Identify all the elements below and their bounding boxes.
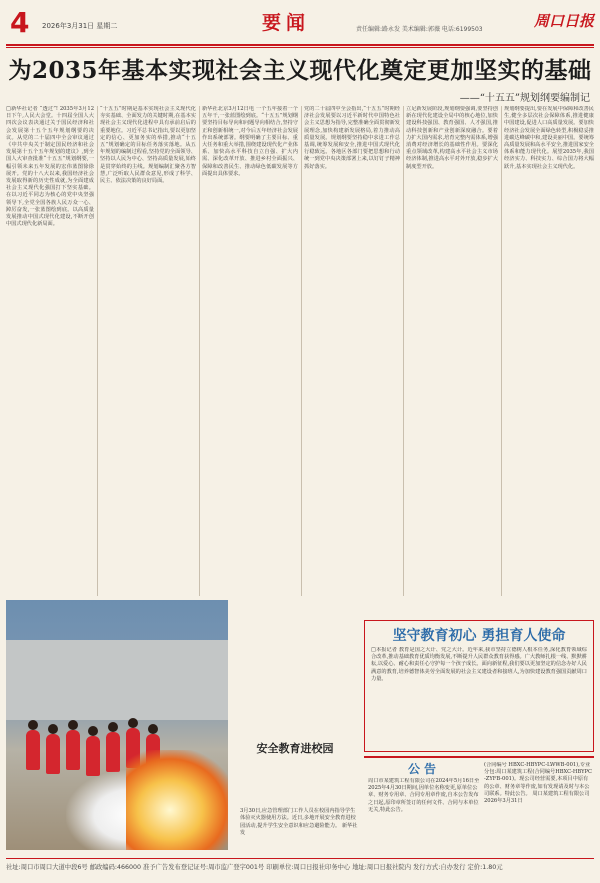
photo-figure	[106, 732, 120, 772]
editor-credits: 责任编辑:路永发 美术编辑:郭薇 电话:6199503	[356, 26, 483, 33]
issue-date: 2026年3月31日 星期二	[42, 22, 118, 30]
photo-title: 安全教育进校园	[256, 742, 334, 755]
notice-text-right: (合同编号 HBXC-HBYPC-LWWB-001),专业分包:周口某建筑工程(合同编号HBXC-HBYPC-ZYFB-001)。现公司经营需要,本项目中原有的公章、财务章等作废,如有发现请及时与本公司联系。特此公告。 周口某建筑工程有限公司 2026年3月31日	[484, 762, 592, 805]
notice-box	[364, 756, 594, 854]
photo-figure-head	[68, 720, 78, 730]
editorial-title: 坚守教育初心 勇担育人使命	[392, 628, 566, 644]
photo-caption: 3月30日,应急管理部门工作人员在校园内指导学生体验灭火器使用方法。近日,多地开展安全教育进校园活动,提升学生安全意识和应急避险能力。 新华社发	[240, 808, 358, 837]
article-column-1: □新华社记者 “透过”! 2035年3月12日下午,人民大会堂。十四届全国人大四次会议表决通过关于国民经济和社会发展第十五个五年规划纲要的决议。从党的二十届四中全会审议通过《中共中央关于制定国民经济和社会发展第十五个五年规划的建议》,到全国人大审查批准“十五五”规划纲要,一幅引领未来五年发展的宏伟蓝图徐徐展开。党的十八大以来,我国经济社会发展取得新的历史性成就,为全面建成社会主义现代化强国打下坚实基础。在以习近平同志为核心的党中央坚强领导下,全党全国各族人民万众一心、踔厉奋发,一张蓝图绘到底。以高质量发展推动中国式现代化建设,不断开创中国式现代化新局面。	[6, 106, 94, 228]
newspaper-logo: 周口日报	[533, 12, 594, 30]
photo-background-wall	[6, 640, 228, 720]
column-divider	[301, 106, 302, 596]
article-column-6: 规划纲要提出,要在发展中保障和改善民生,健全多层次社会保障体系,推进健康中国建设,促进人口高质量发展。要加快经济社会发展全面绿色转型,积极稳妥推进碳达峰碳中和,建设美丽中国。要统筹高质量发展和高水平安全,推进国家安全体系和能力现代化。展望2035年,我国经济实力、科技实力、综合国力将大幅跃升,基本实现社会主义现代化。	[504, 106, 594, 170]
photo-figure-head	[48, 724, 58, 734]
page-number: 4	[10, 6, 30, 39]
article-column-3: 新华社北京3月12日电 一个五年接着一个五年干,一张蓝图绘到底。“十五五”规划纲要坚持目标导向和问题导向相结合,坚持守正和创新相统一,对今后五年经济社会发展作出系统部署。纲要明确了主要目标、重大任务和重大举措,围绕建设现代化产业体系、加快高水平科技自立自强、扩大内需、深化改革开放、推进乡村全面振兴、保障和改善民生、推动绿色低碳发展等方面提出具体要求。	[202, 106, 298, 177]
header-rule	[6, 44, 594, 46]
column-divider	[97, 106, 98, 596]
header-rule-thin	[6, 47, 594, 48]
photo-figure-head	[148, 724, 158, 734]
article-subhead: ——“十五五”规划纲要编制记	[459, 93, 590, 104]
photo-figure-head	[28, 720, 38, 730]
article-column-4: 党的二十届四中全会指出,“十五五”时期经济社会发展要以习近平新时代中国特色社会主义思想为指导,完整准确全面贯彻新发展理念,加快构建新发展格局,着力推动高质量发展。规划纲要坚持稳中求进工作总基调,统筹发展和安全,推进中国式现代化行稳致远。各地区各部门要把思想和行动统一到党中央决策部署上来,以钉钉子精神抓好落实。	[304, 106, 400, 170]
section-title: 要闻	[262, 12, 311, 34]
photo-figure	[26, 730, 40, 770]
photo-figure-head	[108, 722, 118, 732]
photo-figure	[66, 730, 80, 770]
photo-figure	[46, 734, 60, 774]
notice-text-left: 周口市某建筑工程有限公司在2024年5月16日至2025年4月30日期间,因单位名称变更,原单位公章、财务专用章、合同专用章作废,自本公告发布之日起,原印章所签订的任何文件、合同与本单位无关,特此公告。	[368, 778, 480, 813]
column-divider	[199, 106, 200, 596]
editorial-box	[364, 620, 594, 752]
article-column-2: “十五五”时期是基本实现社会主义现代化夯实基础、全面发力的关键时期,在基本实现社会主义现代化进程中具有承前启后的重要地位。习近平总书记指出,要以更加坚定的信心、更加务实的举措,推动“十五五”规划确定的目标任务落实落地。从五年规划的编制过程看,坚持党的全面领导、坚持以人民为中心、坚持高质量发展,始终是贯穿始终的主线。规划编制汇聚各方智慧,广泛听取人民群众意见,形成了科学、民主、依法决策的良好局面。	[100, 106, 196, 185]
photo-figure-head	[128, 718, 138, 728]
masthead	[6, 6, 594, 42]
notice-title: 公告	[407, 762, 440, 776]
article-headline: 为2035年基本实现社会主义现代化奠定更加坚实的基础	[8, 57, 592, 84]
photo-fire	[126, 750, 228, 850]
column-divider	[501, 106, 502, 596]
footer-info: 社址:周口市周口大道中段6号 邮政编码:466000 准予广告发布登记证号:周市监广登字001号 印刷单位:周口日报社印务中心 地址:周口日报社院内 发行方式:自办发行 定价:1.80元	[6, 864, 503, 871]
editorial-body: □本报记者 教育是国之大计、党之大计。近年来,我市坚持立德树人根本任务,深化教育领域综合改革,推动基础教育优质均衡发展,不断提升人民群众教育获得感。广大教师扎根一线、默默耕耘,以爱心、耐心和责任心守护每一个孩子成长。面向新征程,我们要以更加坚定的信念办好人民满意的教育,培养德智体美劳全面发展的社会主义建设者和接班人,为加快建设教育强国贡献周口力量。	[371, 647, 587, 682]
footer-rule	[6, 858, 594, 859]
news-photo	[6, 600, 228, 850]
column-divider	[403, 106, 404, 596]
article-column-5: 立足新发展阶段,规划纲要强调,要坚持创新在现代化建设全局中的核心地位,加快建设科技强国、教育强国、人才强国,推动科技创新和产业创新深度融合。要着力扩大国内需求,培育完整内需体系,增强消费对经济增长的基础性作用。要深化重点领域改革,构建高水平社会主义市场经济体制,推进高水平对外开放,稳步扩大制度型开放。	[406, 106, 498, 170]
photo-figure-head	[88, 726, 98, 736]
